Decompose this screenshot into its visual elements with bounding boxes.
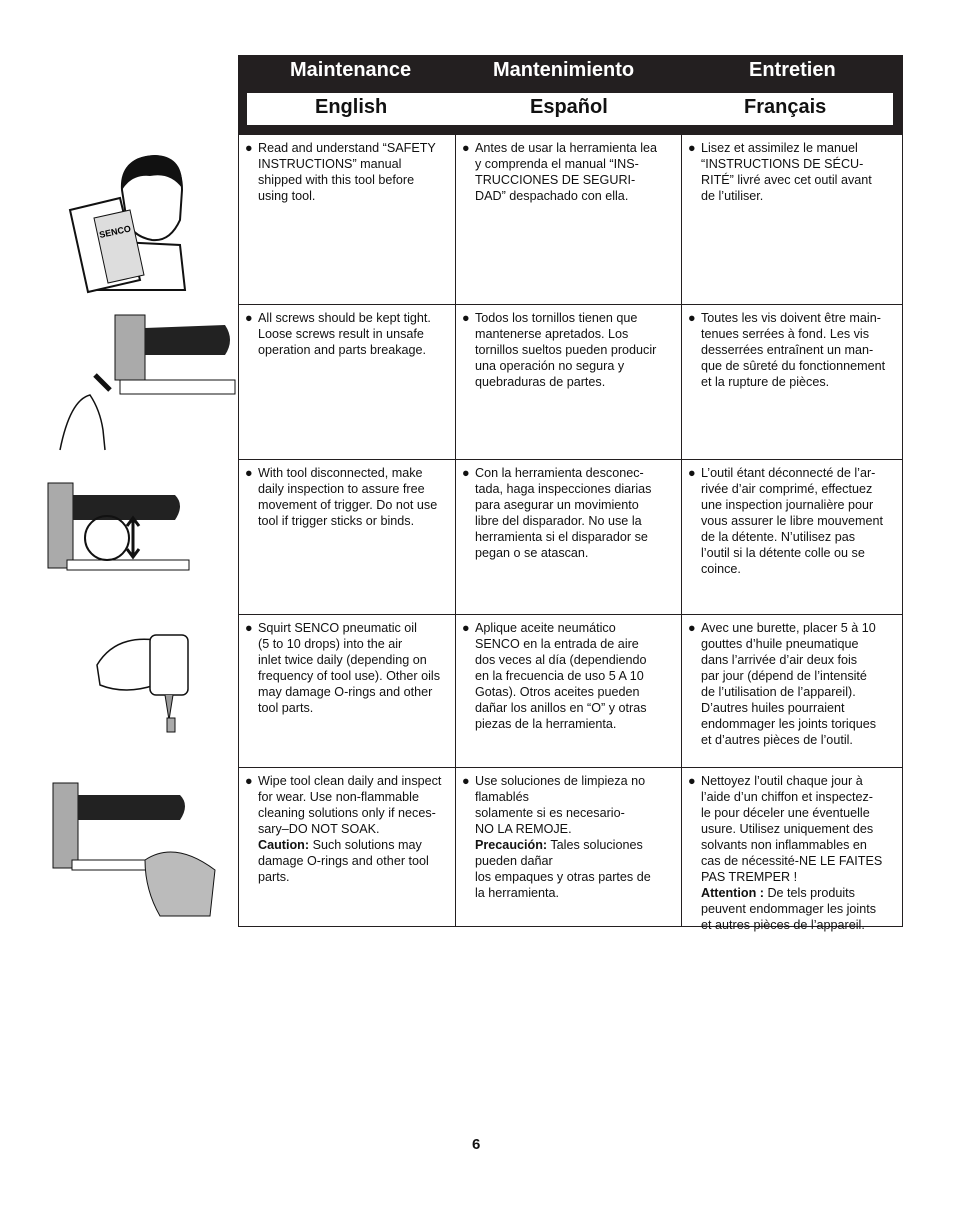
instruction-en: All screws should be kept tight. Loose screws result in unsafe operation and parts breakage. bbox=[258, 311, 431, 357]
man-reading-manual-illustration bbox=[60, 150, 190, 295]
bullet: ● bbox=[245, 774, 253, 788]
bullet: ● bbox=[245, 141, 253, 155]
instruction-en: Wipe tool clean daily and inspect for wear. Use non-flammable cleaning solutions only if neces- sary–DO NOT SOAK. Caution: Such solutions may damage O-rings and other tool parts. bbox=[258, 774, 442, 884]
wipe-tool-clean-illustration bbox=[50, 780, 220, 920]
bullet: ● bbox=[688, 774, 696, 788]
instruction-es: Con la herramienta desconec- tada, haga inspecciones diarias para asegurar un movimiento libre del disparador. No use la herramienta si el disparador se pegan o se atascan. bbox=[475, 466, 652, 560]
instruction-fr: L’outil étant déconnecté de l’ar- rivée d’air comprimé, effectuez une inspection journalière pour vous assurer le libre mouvement de la détente. N’utilisez pas l’outil si la détente colle ou se coince. bbox=[701, 466, 883, 576]
instruction-es: Use soluciones de limpieza no flamablés solamente si es necesario- NO LA REMOJE. Precaución: Tales soluciones pueden dañar los empaques y otras partes de la herramienta. bbox=[475, 774, 651, 900]
instruction-fr: Avec une burette, placer 5 à 10 gouttes d’huile pneumatique dans l’arrivée d’air deux fois par jour (dépend de l’intensité de l’utilisation de l’appareil). D’autres huiles pourraient endommager les joints toriques et d’autres pièces de l’outil. bbox=[701, 621, 877, 747]
trigger-inspection-illustration bbox=[45, 480, 205, 580]
language-bar bbox=[247, 93, 893, 125]
bullet: ● bbox=[688, 311, 696, 325]
bullet: ● bbox=[462, 621, 470, 635]
instruction-fr: Lisez et assimilez le manuel “INSTRUCTIONS DE SÉCU- RITÉ” livré avec cet outil avant de l’utiliser. bbox=[701, 141, 872, 203]
bullet: ● bbox=[462, 466, 470, 480]
bullet: ● bbox=[688, 466, 696, 480]
table-row bbox=[238, 305, 903, 460]
bullet: ● bbox=[462, 141, 470, 155]
bullet: ● bbox=[688, 141, 696, 155]
table-header bbox=[238, 55, 903, 135]
page-number: 6 bbox=[472, 1136, 481, 1153]
bullet: ● bbox=[688, 621, 696, 635]
table-row bbox=[238, 768, 903, 932]
oil-bottle-illustration bbox=[95, 630, 195, 735]
instruction-fr: Toutes les vis doivent être main- tenues serrées à fond. Les vis desserrées entraînent un man- que de sûreté du fonctionnement et la rupture de pièces. bbox=[701, 311, 886, 389]
instruction-fr: Nettoyez l’outil chaque jour à l’aide d’un chiffon et inspectez- le pour déceler une éventuelle usure. Utilisez uniquement des solvants non inflammables en cas de nécessité-NE LE FAITES PAS TREMPER ! Attention : De tels produits peuvent endommager les joints et autres pièces de l’appareil. bbox=[701, 774, 883, 932]
language-english: English bbox=[315, 96, 388, 118]
bullet: ● bbox=[245, 621, 253, 635]
instruction-es: Antes de usar la herramienta lea y comprenda el manual “INS- TRUCCIONES DE SEGURI- DAD” despachado con ella. bbox=[475, 141, 658, 203]
title-french: Entretien bbox=[749, 59, 836, 81]
bullet: ● bbox=[462, 774, 470, 788]
instruction-en: Squirt SENCO pneumatic oil (5 to 10 drops) into the air inlet twice daily (depending on frequency of tool use). Other oils may damage O-rings and other tool parts. bbox=[258, 621, 441, 715]
tighten-screws-illustration bbox=[55, 310, 237, 452]
language-spanish: Español bbox=[530, 96, 608, 118]
bullet: ● bbox=[245, 311, 253, 325]
table-row bbox=[238, 135, 903, 305]
table-row bbox=[238, 615, 903, 768]
instruction-en: Read and understand “SAFETY INSTRUCTIONS” manual shipped with this tool before using tool. bbox=[258, 141, 436, 203]
bullet: ● bbox=[245, 466, 253, 480]
svg-text:SENCO: SENCO bbox=[98, 223, 132, 240]
language-french: Français bbox=[744, 96, 827, 118]
bullet: ● bbox=[462, 311, 470, 325]
instruction-es: Todos los tornillos tienen que mantenerse apretados. Los tornillos sueltos pueden producir una operación no segura y quebraduras de partes. bbox=[475, 311, 657, 389]
instruction-es: Aplique aceite neumático SENCO en la entrada de aire dos veces al día (dependiendo en la frecuencia de uso 5 A 10 Gotas). Otros aceites pueden dañar los anillos en “O” y otras piezas de la herramienta. bbox=[475, 621, 647, 731]
instruction-en: With tool disconnected, make daily inspection to assure free movement of trigger. Do not use tool if trigger sticks or binds. bbox=[258, 466, 438, 528]
title-spanish: Mantenimiento bbox=[493, 59, 635, 81]
table-row bbox=[238, 460, 903, 615]
title-english: Maintenance bbox=[290, 59, 412, 81]
